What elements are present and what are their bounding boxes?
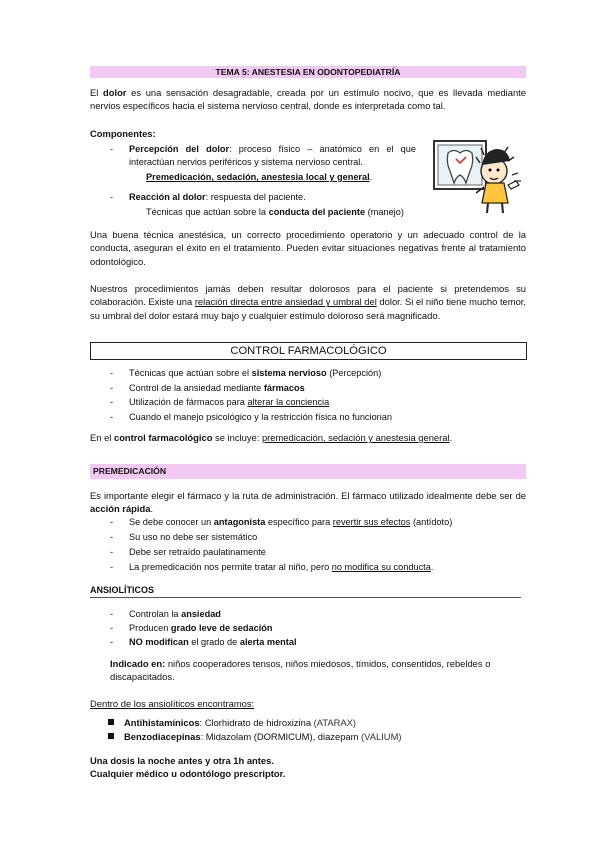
- drug-item: Antihistamínicos: Clorhidrato de hidroxizina (ATARAX): [108, 716, 544, 729]
- premedicacion-text: Es importante elegir el fármaco y la ruta de administración. El fármaco utilizado idealmente debe ser de acción rápida.: [90, 490, 526, 515]
- title-band: [90, 66, 526, 78]
- section-divider: [90, 597, 521, 598]
- componentes-heading: Componentes:: [90, 128, 156, 139]
- control-farmacologico-box: CONTROL FARMACOLÓGICO: [90, 342, 527, 360]
- bullet-square-icon: [108, 719, 114, 725]
- prescriptor-text: Cualquier médico u odontólogo prescriptor.: [90, 768, 286, 779]
- indicado-en: Indicado en: niños cooperadores tensos, niños miedosos, tímidos, consentidos, rebeldes o discapacitados.: [110, 658, 491, 683]
- intro-paragraph: El dolor es una sensación desagradable, creada por un estímulo nocivo, que es llevada mediante nervios específicos hacia el sistema nervioso central, donde es interpretada como tal.: [90, 87, 526, 112]
- dosis-text: Una dosis la noche antes y otra 1h antes.: [90, 755, 274, 766]
- child-tooth-illustration: [432, 139, 522, 215]
- premedicacion-band: PREMEDICACIÓN: [90, 464, 526, 479]
- para-procedimientos: Nuestros procedimientos jamás deben resultar dolorosos para el paciente si pretendemos su colaboración. Existe una relación directa entre ansiedad y umbral del dolor. Si el niño tiene mucho temor, su umbral del dolor estará muy bajo y cualquier estímulo doloroso será magnificado.: [90, 283, 526, 321]
- ansioliticos-heading: ANSIOLÍTICOS: [90, 585, 155, 595]
- drug-item: Benzodiacepinas: Midazolam (DORMICUM), diazepam (VALIUM): [108, 730, 544, 743]
- dentro-heading: Dentro de los ansiolíticos encontramos:: [90, 698, 255, 709]
- bullet-square-icon: [108, 733, 114, 739]
- control-summary: En el control farmacológico se incluye: premedicación, sedación y anestesia general.: [90, 432, 453, 443]
- page-title: TEMA 5: ANESTESIA EN ODONTOPEDIATRÍA: [215, 67, 401, 77]
- para-tecnica: Una buena técnica anestésica, un correcto procedimiento operatorio y un adecuado control de la conducta, aseguran el éxito en el tratamiento. Pueden evitar situaciones negativas frente al tratamiento odontológico.: [90, 229, 526, 267]
